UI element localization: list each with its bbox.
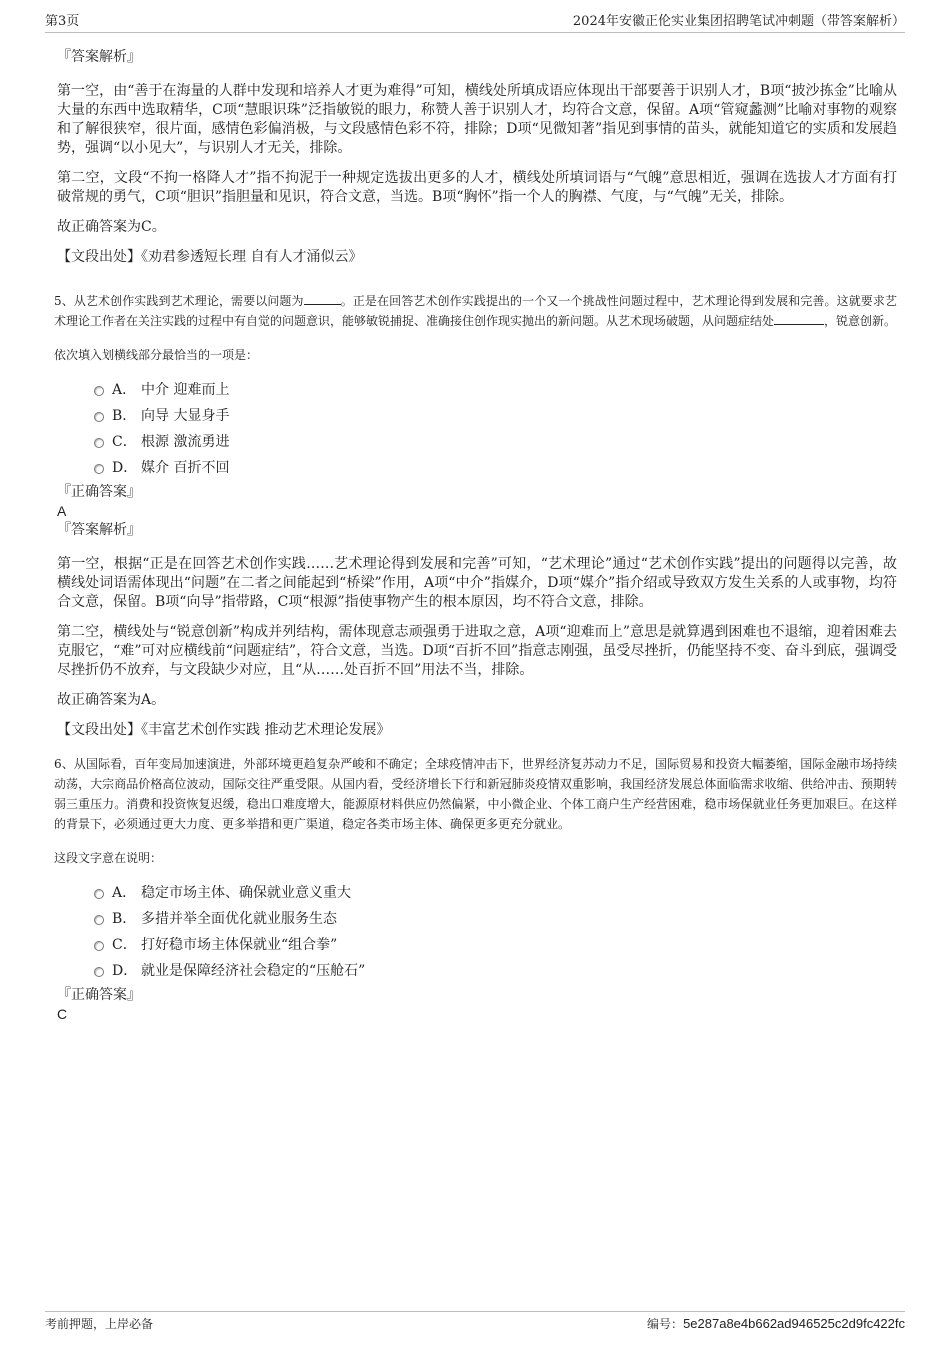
question-5-text: 5、从艺术创作实践到艺术理论，需要以问题为 。正是在回答艺术创作实践提出的一个又一个挑战性问题过程中，艺术理论得到发展和完善。这就要求艺术理论工作者在关注实践的过程中有自觉的问题意识，能够敏锐捕捉、准确接住创作现实抛出的新问题。从艺术现场破题，从问题症结处 ，锐意创新。 xyxy=(54,294,897,328)
analysis-paragraph-2: 第二空，文段“不拘一格降人才”指不拘泥于一种规定选拔出更多的人才，横线处所填词语与“气魄”意思相近，强调在选拔人才方面有打破常规的勇气，C项“胆识”指胆量和见识，符合文意，当选。B项“胸怀”指一个人的胸襟、气度，与“气魄”无关，排除。 xyxy=(57,170,897,205)
correct-answer-tag: 『正确答案』 xyxy=(57,987,141,1003)
question-6-text: 6、从国际看，百年变局加速演进，外部环境更趋复杂严峻和不确定；全球疫情冲击下，世界经济复苏动力不足，国际贸易和投资大幅萎缩，国际金融市场持续动荡，大宗商品价格高位波动，国际交往严重受限。从国内看，受经济增长下行和新冠肺炎疫情双重影响，我国经济发展总体面临需求收缩、供给冲击、预期转弱三重压力。消费和投资恢复迟缓，稳出口难度增大，能源原材料供应仍然偏紧，中小微企业、个体工商户生产经营困难，稳市场保就业任务更加艰巨。在这样的背景下，必须通过更大力度、更多举措和更广渠道，稳定各类市场主体、确保更多更充分就业。 xyxy=(54,757,897,831)
analysis-paragraph-2: 第二空，横线处与“锐意创新”构成并列结构，需体现意志顽强勇于进取之意，A项“迎难而上”意思是就算遇到困难也不退缩，迎着困难去克服它，“难”可对应横线前“问题症结”，符合文意，当选。D项“百折不回”指意志刚强，虽受尽挫折，仍能坚持不变、奋斗到底，强调受尽挫折仍不放弃，与文段缺少对应，且“从……处百折不回”用法不当，排除。 xyxy=(57,624,897,678)
analysis-tag: 『答案解析』 xyxy=(57,49,141,65)
blank-2 xyxy=(774,312,824,325)
radio-icon[interactable] xyxy=(94,915,104,925)
analysis-paragraph-1: 第一空，根据“正是在回答艺术创作实践……艺术理论得到发展和完善”可知，“艺术理论”通过“艺术创作实践”提出的问题得以完善，故横线处词语需体现出“问题”在二者之间能起到“桥梁”作用，A项“中介”指媒介，D项“媒介”指介绍或导致双方发生关系的人或事物，均符合文意，保留。B项“向导”指带路，C项“根源”指使事物产生的根本原因，均不符合文意，排除。 xyxy=(57,556,897,610)
radio-icon[interactable] xyxy=(94,464,104,474)
option-d[interactable]: D． 媒介 百折不回 xyxy=(54,455,897,481)
analysis-conclusion: 故正确答案为C。 xyxy=(57,219,166,235)
radio-icon[interactable] xyxy=(94,941,104,951)
option-b[interactable]: B． 向导 大显身手 xyxy=(54,403,897,429)
question-5-prompt: 依次填入划横线部分最恰当的一项是： xyxy=(54,348,259,362)
document-title: 2024年安徽正伦实业集团招聘笔试冲刺题（带答案解析） xyxy=(572,14,905,29)
correct-answer-tag: 『正确答案』 xyxy=(57,484,141,500)
radio-icon[interactable] xyxy=(94,412,104,422)
analysis-paragraph-1: 第一空，由“善于在海量的人群中发现和培养人才更为难得”可知，横线处所填成语应体现出干部要善于识别人才，B项“披沙拣金”比喻从大量的东西中选取精华，C项“慧眼识珠”泛指敏锐的眼力，称赞人善于识别人才，均符合文意，保留。A项“管窥蠡测”比喻对事物的观察和了解很狭窄，很片面，感情色彩偏消极，与文段感情色彩不符，排除；D项“见微知著”指见到事情的苗头，就能知道它的实质和发展趋势，强调“以小见大”，与识别人才无关，排除。 xyxy=(57,83,897,156)
footer-slogan: 考前押题，上岸必备 xyxy=(45,1317,154,1331)
page-header xyxy=(45,14,905,33)
passage-source: 【文段出处】《劝君参透短长理 自有人才涌似云》 xyxy=(57,249,363,265)
radio-icon[interactable] xyxy=(94,386,104,396)
page-number: 第3页 xyxy=(45,14,80,29)
option-a[interactable]: A． 中介 迎难而上 xyxy=(54,377,897,403)
correct-answer: C xyxy=(57,1006,68,1022)
option-c[interactable]: C． 打好稳市场主体保就业“组合拳” xyxy=(54,932,897,958)
blank-1 xyxy=(304,292,341,305)
option-b[interactable]: B． 多措并举全面优化就业服务生态 xyxy=(54,906,897,932)
option-a[interactable]: A． 稳定市场主体、确保就业意义重大 xyxy=(54,880,897,906)
passage-source: 【文段出处】《丰富艺术创作实践 推动艺术理论发展》 xyxy=(57,722,391,738)
question-6-prompt: 这段文字意在说明： xyxy=(54,851,163,865)
document-body xyxy=(54,46,897,1024)
question-6-options xyxy=(54,880,897,984)
analysis-tag: 『答案解析』 xyxy=(57,522,141,538)
question-5-options xyxy=(54,377,897,481)
radio-icon[interactable] xyxy=(94,967,104,977)
option-c[interactable]: C． 根源 激流勇进 xyxy=(54,429,897,455)
page-footer xyxy=(45,1311,905,1334)
radio-icon[interactable] xyxy=(94,438,104,448)
analysis-conclusion: 故正确答案为A。 xyxy=(57,692,166,708)
correct-answer: A xyxy=(57,503,67,519)
radio-icon[interactable] xyxy=(94,889,104,899)
option-d[interactable]: D． 就业是保障经济社会稳定的“压舱石” xyxy=(54,958,897,984)
document-code: 编号：5e287a8e4b662ad946525c2d9fc422fc xyxy=(647,1316,905,1331)
